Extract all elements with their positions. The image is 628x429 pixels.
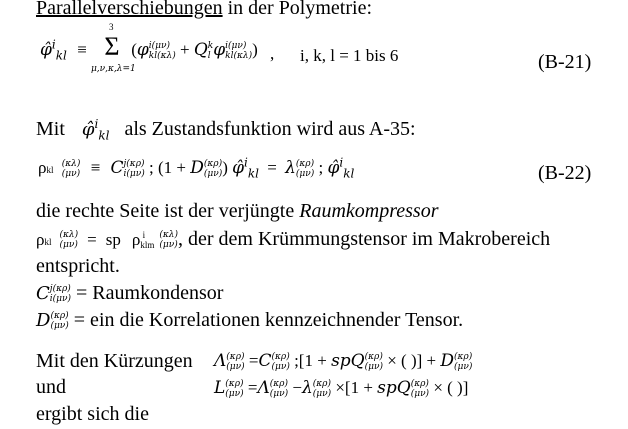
b21-indices: i, k, l = 1 bis 6 xyxy=(300,46,399,65)
entspricht-line: entspricht. xyxy=(36,255,120,277)
b22-label: (B-22) xyxy=(538,162,592,184)
rechte-seite-line: die rechte Seite ist der verjüngte Raumkompressor xyxy=(36,200,439,222)
comma: , xyxy=(270,44,275,63)
heading-rest: in der Polymetrie: xyxy=(222,0,373,19)
heading-line xyxy=(36,0,372,20)
mit-line: Mit φ̂$^i_{kl}$ als Zustandsfunktion wird aus A-35: xyxy=(36,117,416,143)
l-definition: L (κρ) (μν) =Λ (κρ) (μν) −λ (κρ) (μν) ×[1 + spQ (κρ) (μν) × ( )] xyxy=(214,378,469,400)
equation-b22: ρkl (κλ) (μν) ≡ C j(κρ) i(μν) ; (1 + D (κρ) (μν) ) φ̂$^i_{kl}$ = λ (κρ) (μν) ; φ̂$^i_{kl}$ xyxy=(38,155,355,181)
und-text: und xyxy=(36,376,66,398)
b21-label: (B-21) xyxy=(538,51,592,73)
raumkondensor-line: C j(κρ) i(μν) = Raumkondensor xyxy=(36,282,224,305)
raumkompressor-term: Raumkompressor xyxy=(299,200,439,222)
heading-link[interactable]: Parallelverschiebungen xyxy=(36,0,223,19)
sum-symbol: 3 Σ μ,ν,κ,λ=1 xyxy=(90,22,136,74)
kruemmung-line: ρkl (κλ) (μν) = sp ρ i klm (κλ) (μν) , der dem Krümmungstensor im Makrobereich xyxy=(36,228,551,251)
ergibt-text: ergibt sich die xyxy=(36,403,149,425)
lambda-definition: Λ (κρ) (μν) =C (κρ) (μν) ;[1 + spQ (κρ) (μν) × ( )] + D (κρ) (μν) xyxy=(214,351,473,373)
mit-kuerzungen-text: Mit den Kürzungen xyxy=(36,350,193,372)
korrelationen-line: D (κρ) (μν) = ein die Korrelationen kennzeichnender Tensor. xyxy=(36,309,464,332)
equation-b21: φ̂$^i_{kl}$ ≡ 3 Σ μ,ν,κ,λ=1 (φ i(μν) kl(κλ) + Q k l φ i(μν) kl(κλ) ) xyxy=(40,22,258,74)
